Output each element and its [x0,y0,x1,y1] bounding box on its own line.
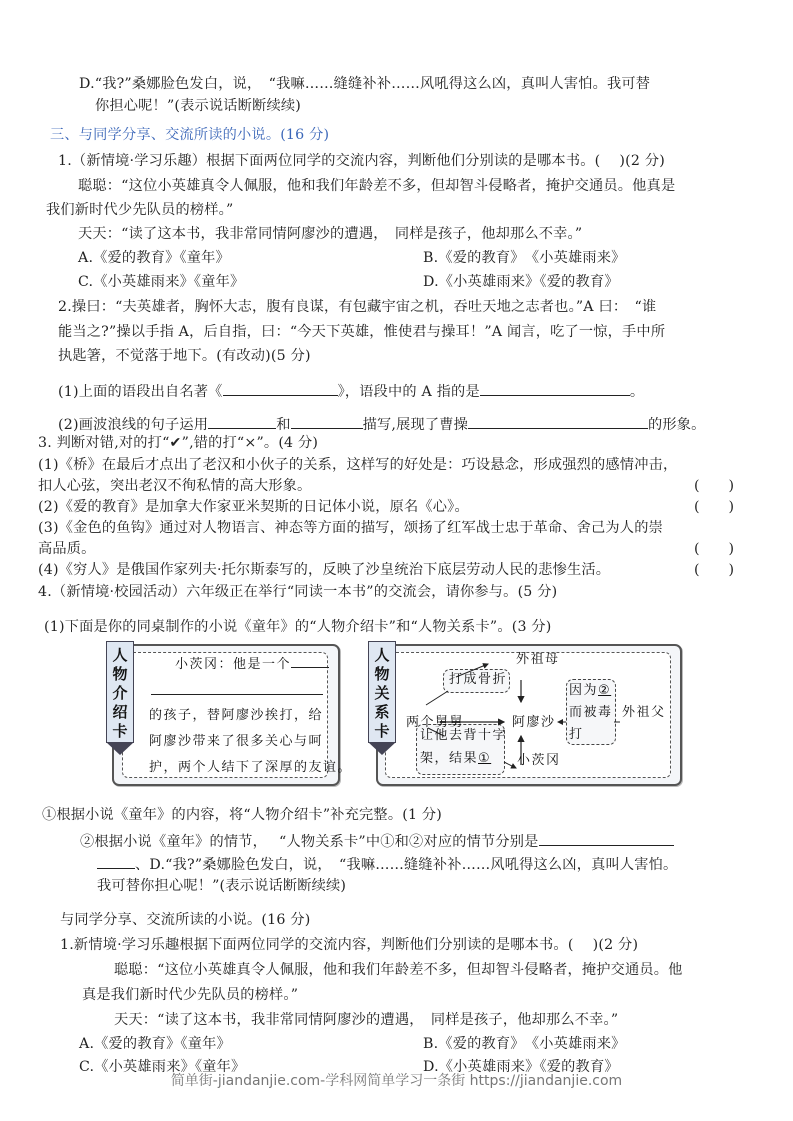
link-uncles-broken [426,691,448,705]
repeat-option-b[interactable]: B.《爱的教育》 《小英雄雨来》 [423,1036,626,1052]
intro-card-blank-1[interactable] [291,653,329,668]
q4-s1: ①根据小说《童年》的内容，将“人物介绍卡”补充完整。(1 分) [42,807,443,823]
repeat-tiantian: 天天：“读了这本书，我非常同情阿廖沙的遭遇， 同样是孩子，他却那么不幸。” [114,1012,619,1028]
q3-item3-answer[interactable]: ( ) [694,541,735,557]
q1-option-d[interactable]: D.《小英雄雨来》《爱的教育》 [423,274,619,290]
q1-stem: 1.（新情境·学习乐趣）根据下面两位同学的交流内容，判断他们分别读的是哪本书。( )(2 分) [58,153,665,169]
intro-card-line5: 护，两个人结下了深厚的友谊。 [149,760,353,775]
q4-s2b [97,853,677,875]
repeat-option-d[interactable]: D.《小英雄雨来》《爱的教育》 [423,1059,619,1075]
tag-char: 介 [112,684,128,702]
option-d-line1: D.“我?”桑娜脸色发白，说， “我嘛……缝缝补补……风吼得这么凶，真叫人害怕。我可替 [79,76,651,92]
node-alyosha: 阿廖沙 [512,715,556,730]
q4-sub1: (1)下面是你的同桌制作的小说《童年》的“人物介绍卡”和“人物关系卡”。(3 分) [44,619,552,635]
q3-item4-answer[interactable]: ( ) [694,562,735,578]
tag-char: 人 [374,646,390,664]
tag-char: 物 [374,665,390,683]
repeat-congcong-line1: 聪聪：“这位小英雄真令人佩服，他和我们年龄差不多，但却智斗侵略者，掩护交通员。他 [114,962,683,978]
q3-item3-line2: 高品质。 [38,541,96,557]
section-heading: 三、与同学分享、交流所读的小说。(16 分) [50,127,330,143]
q1-tiantian: 天天：“读了这本书，我非常同情阿廖沙的遭遇， 同样是孩子，他却那么不幸。” [78,226,583,242]
q1-option-c[interactable]: C.《小英雄雨来》《童年》 [78,274,245,290]
q3-item1-line1: (1)《桥》在最后才点出了老汉和小伙子的关系，这样写的好处是：巧设悬念，形成强烈的感情冲击， [38,457,678,473]
q4-s2-blank-2[interactable] [97,853,135,869]
q2-book-blank[interactable] [223,380,338,396]
q3-stem: 3. 判断对错,对的打“✔”,错的打“×”。(4 分) [38,435,319,451]
q2-sub2-text-c: 描写,展现了曹操 [362,417,469,433]
node-grandpa: 外祖父 [622,705,666,720]
intro-card-line1-text: 小茨冈：他是一个 [175,657,292,672]
intro-card-line3: 的孩子，替阿廖沙挨打，给 [149,708,324,723]
tag-char: 绍 [112,703,128,721]
q4-s2c: 我可替你担心呢！”(表示说话断断续续) [97,878,347,894]
q2-sub2-text-a: (2)画波浪线的句子运用 [58,417,209,433]
arrow-to-gypsy [504,762,516,768]
tag-char: 物 [112,665,128,683]
footer-watermark: 简单街-jiandanjie.com-学科网简单学习一条街 https://jiandanjie.com [170,1073,623,1089]
intro-card-tag [106,641,134,743]
tag-char: 系 [374,703,390,721]
node-because-line1 [569,682,611,700]
q2-blank-3[interactable] [468,413,648,429]
tag-char: 卡 [112,722,128,740]
q2-sub2-text-d: 的形象。 [648,417,706,433]
circle-1-marker: ① [478,751,492,766]
repeat-heading: 与同学分享、交流所读的小说。(16 分) [60,912,311,928]
q2-blank-2[interactable] [291,413,363,429]
intro-card-line1 [175,652,329,678]
q1-option-a[interactable]: A.《爱的教育》《童年》 [78,250,230,266]
q2-sub1-text-b: 》，语段中的 A 指的是 [337,384,480,400]
intro-card-blank-2[interactable] [151,680,323,695]
node-broken-bone: 打成骨折 [449,672,508,687]
q2-passage-line1: 2.操曰：“夫英雄者，胸怀大志，腹有良谋，有包藏宇宙之机，吞吐天地之志者也。”A 曰： “谁 [58,299,657,315]
repeat-congcong-line2: 真是我们新时代少先队员的榜样。” [82,987,299,1003]
node-because-line3: 打 [569,727,584,742]
q3-item2-answer[interactable]: ( ) [694,499,735,515]
q4-s2-blank-1[interactable] [539,830,674,846]
q4-s2 [80,830,674,852]
q3-item2: (2)《爱的教育》是加拿大作家亚米契斯的日记体小说，原名《心》。 [38,499,469,515]
q3-item1-line2: 扣人心弦，突出老汉不徇私情的高大形象。 [38,478,312,494]
node-grandma: 外祖母 [516,652,560,667]
repeat-option-c[interactable]: C.《小英雄雨来》《童年》 [79,1059,246,1075]
tag-char: 卡 [374,722,390,740]
q2-sub1-text-c: 。 [629,384,645,400]
q2-a-blank[interactable] [480,380,630,396]
q1-congcong-line1: 聪聪：“这位小英雄真令人佩服，他和我们年龄差不多，但却智斗侵略者，掩护交通员。他真是 [78,178,676,194]
q4-stem: 4.（新情境·校园活动）六年级正在举行“同读一本书”的交流会，请你参与。(5 分) [38,584,558,600]
repeat-option-a[interactable]: A.《爱的教育》《童年》 [79,1036,231,1052]
q1-congcong-line2: 我们新时代少先队员的榜样。” [46,202,234,218]
q2-sub2 [58,413,706,435]
tag-char: 人 [112,646,128,664]
q2-sub1 [58,380,644,402]
q3-item1-answer[interactable]: ( ) [694,478,735,494]
q3-item4: (4)《穷人》是俄国作家列夫·托尔斯泰写的，反映了沙皇统治下底层劳动人民的悲惨生活。 [38,562,611,578]
q2-sub1-text-a: (1)上面的语段出自名著《 [58,384,223,400]
q2-blank-1[interactable] [208,413,276,429]
option-d-line2: 你担心呢！”(表示说话断断续续) [95,98,301,114]
q4-s2b-text: 、D.“我?”桑娜脸色发白，说， “我嘛……缝缝补补……风吼得这么凶，真叫人害怕。 [135,857,678,873]
q4-s2-text: ②根据小说《童年》的情节， “人物关系卡”中①和②对应的情节分别是 [80,834,539,850]
circle-2-marker: ② [598,683,612,698]
node-because-line2: 而被毒 [569,705,613,720]
q2-passage-line3: 执匙箸，不觉落于地下。(有改动)(5 分) [58,348,311,364]
q2-sub2-text-b: 和 [276,417,291,433]
node-because-text: 因为 [569,683,599,698]
node-gypsy: 小茨冈 [517,753,561,768]
node-uncles: 两个舅舅 [406,715,465,730]
q1-option-b[interactable]: B.《爱的教育》 《小英雄雨来》 [423,250,626,266]
q3-item3-line1: (3)《金色的鱼钩》通过对人物语言、神态等方面的描写，颂扬了红军战士忠于革命、舍己为人的崇 [38,520,663,536]
repeat-stem: 1.新情境·学习乐趣根据下面两位同学的交流内容，判断他们分别读的是哪本书。( )(2 分) [60,937,639,953]
intro-card-line4: 阿廖沙带来了很多关心与呵 [149,734,324,749]
node-cross-text: 架，结果 [420,751,479,766]
node-cross-line2 [420,750,491,768]
node-cross-line1: 让他去背十字 [420,728,508,743]
q2-passage-line2: 能当之?”操以手指 A，后自指，曰：“今天下英雄，惟使君与操耳！”A 闻言，吃了一惊，手中所 [58,324,666,340]
tag-char: 关 [374,684,390,702]
